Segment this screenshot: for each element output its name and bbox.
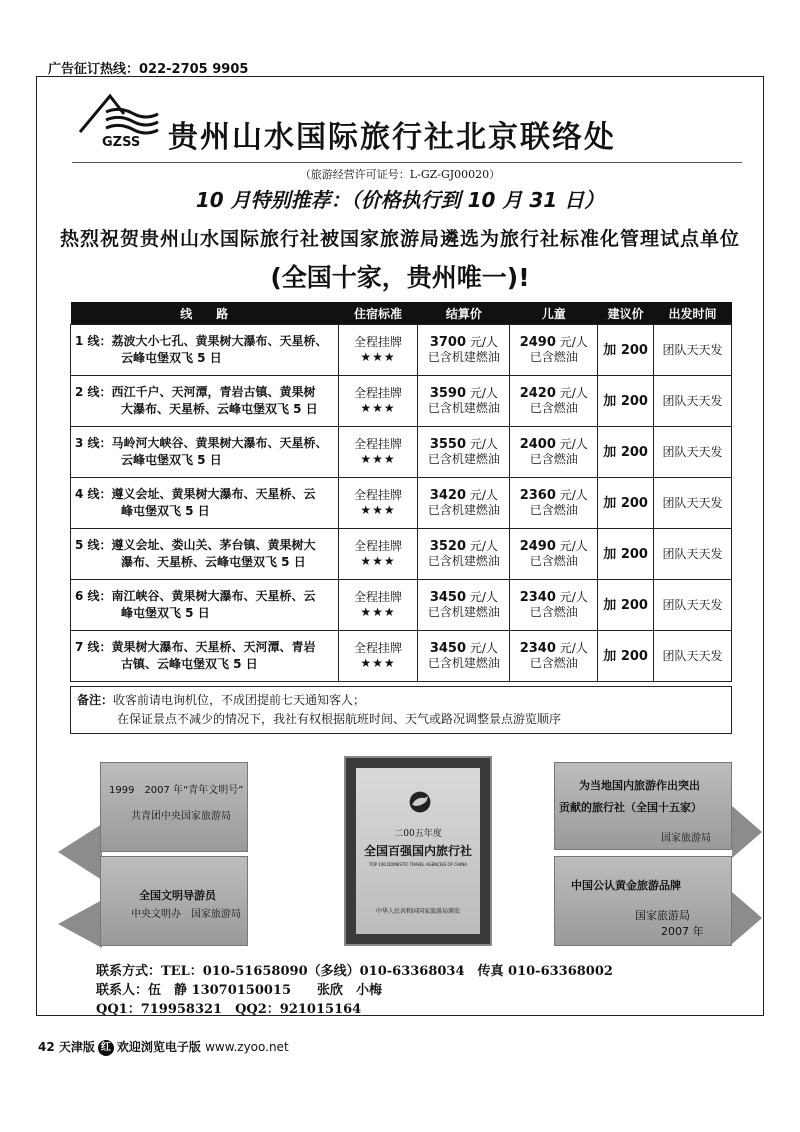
award-contribution-issuer: 国家旅游局 [661, 833, 711, 844]
depart-cell: 团队天天发 [654, 325, 732, 376]
horse-emblem-icon [404, 790, 436, 814]
child-price-cell: 2400 元/人 已含燃油 [510, 427, 598, 478]
award-arrow-right-bottom [732, 892, 762, 944]
standard-cell: 全程挂牌 ★★★ [338, 529, 418, 580]
star-rating-icon: ★★★ [360, 350, 396, 364]
award-contribution-title-2: 贡献的旅行社（全国十五家） [559, 801, 702, 814]
star-rating-icon: ★★★ [360, 503, 396, 517]
depart-cell: 团队天天发 [654, 427, 732, 478]
child-price-cell: 2340 元/人 已含燃油 [510, 631, 598, 682]
award-brand-year: 2007 年 [661, 925, 704, 938]
star-rating-icon: ★★★ [360, 656, 396, 670]
congrats-line: 热烈祝贺贵州山水国际旅行社被国家旅游局遴选为旅行社标准化管理试点单位 [59, 228, 740, 250]
award-guide-issuer: 中央文明办 国家旅游局 [131, 909, 241, 920]
price-cell: 3590 元/人 已含机建燃油 [418, 376, 510, 427]
page-footer [38, 1038, 289, 1056]
table-row [71, 631, 732, 682]
award-arrow-right-top [732, 806, 762, 858]
company-name: 贵州山水国际旅行社北京联络处 [168, 120, 616, 155]
certificate-title: 全国百强国内旅行社 [363, 844, 472, 858]
depart-cell: 团队天天发 [654, 478, 732, 529]
suggest-cell: 加 200 [598, 325, 654, 376]
award-brand-issuer: 国家旅游局 [635, 909, 690, 922]
child-price-cell: 2420 元/人 已含燃油 [510, 376, 598, 427]
header-price: 结算价 [418, 302, 510, 325]
certificate-issuer: 中华人民共和国国家旅游局颁发 [375, 908, 460, 915]
award-plaque-contribution [554, 762, 732, 850]
price-cell: 3550 元/人 已含机建燃油 [418, 427, 510, 478]
table-row [71, 580, 732, 631]
depart-cell: 团队天天发 [654, 580, 732, 631]
certificate-year: 二00五年度 [394, 829, 442, 839]
standard-cell: 全程挂牌 ★★★ [338, 580, 418, 631]
award-brand-title: 中国公认黄金旅游品牌 [571, 879, 681, 892]
price-cell: 3520 元/人 已含机建燃油 [418, 529, 510, 580]
suggest-cell: 加 200 [598, 427, 654, 478]
award-plaque-guide [100, 856, 248, 946]
depart-cell: 团队天天发 [654, 631, 732, 682]
site-url[interactable]: www.zyoo.net [205, 1040, 289, 1054]
child-price-cell: 2490 元/人 已含燃油 [510, 529, 598, 580]
certificate-plaque [344, 756, 492, 946]
promo-headline: 10 月特别推荐：（价格执行到 10 月 31 日） [195, 188, 605, 212]
child-price-cell: 2340 元/人 已含燃油 [510, 580, 598, 631]
title-divider [72, 162, 742, 163]
certificate-face [356, 768, 480, 934]
table-header-row [71, 302, 732, 325]
price-cell: 3450 元/人 已含机建燃油 [418, 631, 510, 682]
logo-text: GZSS [102, 135, 141, 150]
contact-phone: 联系方式：TEL：010-51658090（多线）010-63368034 传真 010-63368002 [96, 964, 613, 979]
star-rating-icon: ★★★ [360, 401, 396, 415]
suggest-cell: 加 200 [598, 580, 654, 631]
suggest-cell: 加 200 [598, 478, 654, 529]
table-row [71, 325, 732, 376]
standard-cell: 全程挂牌 ★★★ [338, 478, 418, 529]
award-plaque-brand [554, 856, 732, 946]
award-youth-issuer: 共青团中央国家旅游局 [131, 811, 231, 822]
license-number: （旅游经营许可证号：L-GZ-GJ00020） [299, 168, 501, 181]
header-child: 儿童 [510, 302, 598, 325]
award-plaque-youth [100, 762, 248, 852]
header-suggest: 建议价 [598, 302, 654, 325]
table-row [71, 376, 732, 427]
suggest-cell: 加 200 [598, 529, 654, 580]
page-number: 42 [38, 1040, 55, 1054]
notes-label: 备注： [77, 693, 114, 707]
header-depart: 出发时间 [654, 302, 732, 325]
standard-cell: 全程挂牌 ★★★ [338, 325, 418, 376]
route-cell: 3 线：马岭河大峡谷、黄果树大瀑布、天星桥、 云峰屯堡双飞 5 日 [71, 427, 339, 478]
welcome-text: 欢迎浏览电子版 [116, 1040, 201, 1054]
notes-line-2: 在保证景点不减少的情况下，我社有权根据航班时间、天气或路况调整景点游览顺序 [117, 712, 562, 726]
award-arrow-left-bottom [58, 900, 102, 948]
route-price-table [70, 302, 732, 682]
route-cell: 6 线：南江峡谷、黄果树大瀑布、天星桥、云 峰屯堡双飞 5 日 [71, 580, 339, 631]
route-cell: 5 线：遵义会址、娄山关、茅台镇、黄果树大 瀑布、天星桥、云峰屯堡双飞 5 日 [71, 529, 339, 580]
award-arrow-left-top [58, 824, 102, 880]
table-row [71, 427, 732, 478]
award-youth-title: 1999 2007 年“青年文明号” [109, 785, 244, 796]
route-cell: 2 线：西江千户、天河潭，青岩古镇、黄果树 大瀑布、天星桥、云峰屯堡双飞 5 日 [71, 376, 339, 427]
edition-label: 天津版 [58, 1040, 95, 1054]
child-price-cell: 2360 元/人 已含燃油 [510, 478, 598, 529]
child-price-cell: 2490 元/人 已含燃油 [510, 325, 598, 376]
table-row [71, 478, 732, 529]
star-rating-icon: ★★★ [360, 452, 396, 466]
header-route: 线 路 [71, 302, 339, 325]
contact-qq: QQ1：719958321 QQ2：921015164 [96, 1002, 362, 1017]
congrats-subline: (全国十家，贵州唯一)! [270, 263, 530, 292]
route-cell: 1 线：荔波大小七孔、黄果树大瀑布、天星桥、 云峰屯堡双飞 5 日 [71, 325, 339, 376]
suggest-cell: 加 200 [598, 376, 654, 427]
suggest-cell: 加 200 [598, 631, 654, 682]
depart-cell: 团队天天发 [654, 376, 732, 427]
table-row [71, 529, 732, 580]
contact-people: 联系人：伍 静 13070150015 张欣 小梅 [96, 983, 383, 998]
contact-block [96, 962, 613, 1019]
header-standard: 住宿标准 [338, 302, 418, 325]
notes-line-1: 收客前请电询机位，不成团提前七天通知客人； [113, 693, 366, 707]
price-cell: 3420 元/人 已含机建燃油 [418, 478, 510, 529]
notes-box [70, 686, 732, 734]
certificate-subtitle: TOP 100 DOMESTIC TRAVEL AGENCIES OF CHINA [369, 862, 467, 867]
depart-cell: 团队天天发 [654, 529, 732, 580]
standard-cell: 全程挂牌 ★★★ [338, 427, 418, 478]
award-guide-title: 全国文明导游员 [139, 889, 216, 902]
price-cell: 3450 元/人 已含机建燃油 [418, 580, 510, 631]
star-rating-icon: ★★★ [360, 554, 396, 568]
standard-cell: 全程挂牌 ★★★ [338, 631, 418, 682]
award-contribution-title-1: 为当地国内旅游作出突出 [579, 779, 700, 792]
hong-badge-icon: 红 [98, 1040, 114, 1056]
route-cell: 7 线：黄果树大瀑布、天星桥、天河潭、青岩 古镇、云峰屯堡双飞 5 日 [71, 631, 339, 682]
standard-cell: 全程挂牌 ★★★ [338, 376, 418, 427]
star-rating-icon: ★★★ [360, 605, 396, 619]
route-cell: 4 线：遵义会址、黄果树大瀑布、天星桥、云 峰屯堡双飞 5 日 [71, 478, 339, 529]
ad-hotline: 广告征订热线：022-2705 9905 [48, 62, 249, 77]
gzss-logo-icon [72, 92, 162, 150]
price-cell: 3700 元/人 已含机建燃油 [418, 325, 510, 376]
